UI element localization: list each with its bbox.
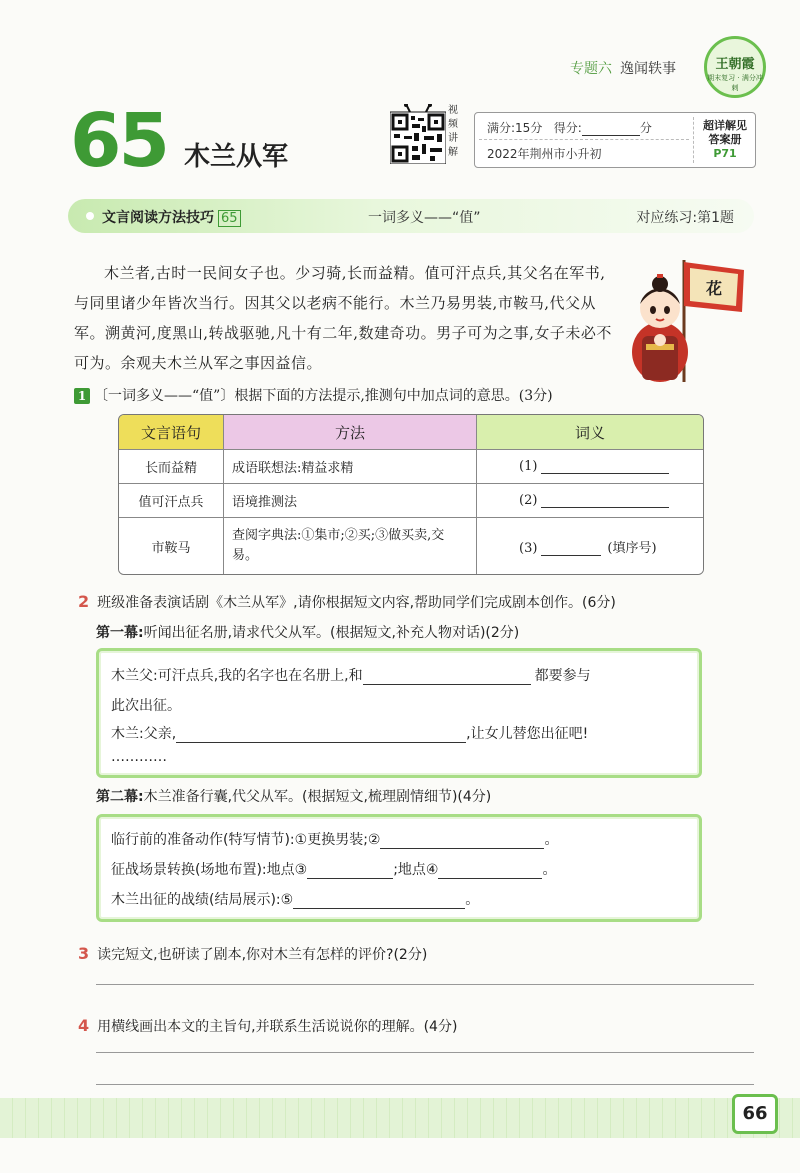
detail-line: 临行前的准备动作(特写情节):①更换男装;② 。 [111, 832, 559, 848]
question-2-number: 2 [78, 592, 90, 611]
answer-blank[interactable] [541, 459, 669, 474]
detail-line: 征战场景转换(场地布置):地点③ ;地点④ 。 [111, 862, 557, 878]
answer-blank[interactable] [293, 894, 465, 909]
topic-label: 专题六 [570, 61, 612, 77]
question-1-text: 〔一词多义——“值”〕根据下面的方法提示,推测句中加点词的意思。(3分) [94, 388, 553, 404]
meaning-cell: (1) [477, 450, 703, 484]
question-2-text: 班级准备表演话剧《木兰从军》,请你根据短文内容,帮助同学们完成剧本创作。(6分) [97, 595, 616, 611]
score-blank[interactable] [582, 123, 640, 136]
answer-line[interactable] [96, 1084, 754, 1085]
answer-line[interactable] [96, 1052, 754, 1053]
question-3 [78, 944, 427, 964]
svg-text:花: 花 [706, 279, 723, 298]
answer-blank[interactable] [380, 834, 544, 849]
lesson-number: 65 [70, 98, 167, 184]
sentence-cell: 长而益精 [119, 450, 224, 484]
answer-blank[interactable] [541, 493, 669, 508]
brand-logo [704, 36, 766, 98]
method-cell: 语境推测法 [224, 484, 477, 518]
table-header: 词义 [477, 415, 703, 450]
dialogue-line: 木兰:父亲, ,让女儿替您出征吧! [111, 726, 589, 742]
lesson-title: 木兰从军 [184, 142, 289, 172]
qr-code-icon[interactable] [390, 104, 446, 164]
question-2 [78, 592, 616, 612]
answer-blank[interactable] [541, 541, 601, 556]
bullet-icon [86, 212, 94, 220]
question-4-number: 4 [78, 1016, 90, 1035]
page-number: 66 [732, 1094, 778, 1134]
ellipsis: ………… [111, 749, 167, 765]
meaning-cell: (2) [477, 484, 703, 518]
dialogue-line: 木兰父:可汗点兵,我的名字也在名册上,和 都要参与 [111, 668, 591, 684]
video-label: 视频讲解 [448, 105, 458, 158]
table-header: 方法 [224, 415, 477, 450]
logo-subtext: 期末复习 · 满分冲刺 [707, 74, 763, 92]
score-box [474, 112, 756, 168]
full-score: 满分:15分 [487, 121, 543, 135]
method-cell: 成语联想法:精益求精 [224, 450, 477, 484]
answer-line[interactable] [96, 984, 754, 985]
vocab-table [118, 414, 704, 575]
question-1 [74, 385, 553, 405]
act-2-box [96, 814, 702, 922]
answer-blank[interactable] [307, 864, 393, 879]
sentence-cell: 值可汗点兵 [119, 484, 224, 518]
question-3-number: 3 [78, 944, 90, 963]
bottom-decoration [0, 1098, 800, 1138]
table-row [119, 450, 703, 484]
meaning-cell: (3) (填序号) [477, 518, 703, 574]
mulan-illustration [620, 256, 750, 384]
method-title: 文言阅读方法技巧 65 [102, 207, 241, 227]
answer-blank[interactable] [176, 728, 466, 743]
detail-line: 木兰出征的战绩(结局展示):⑤ 。 [111, 892, 480, 908]
answer-page: P71 [713, 147, 737, 160]
logo-text: 王朝霞 [715, 57, 755, 72]
question-4 [78, 1016, 457, 1036]
dialogue-line: 此次出征。 [111, 698, 181, 714]
sentence-cell: 市鞍马 [119, 518, 224, 574]
table-row [119, 484, 703, 518]
score-unit: 分 [639, 121, 652, 135]
act-1-heading: 第一幕:听闻出征名册,请求代父从军。(根据短文,补充人物对话)(2分) [96, 625, 520, 641]
practice-ref: 对应练习:第1题 [636, 210, 734, 226]
table-header: 文言语句 [119, 415, 224, 450]
question-4-text: 用横线画出本文的主旨句,并联系生活说说你的理解。(4分) [97, 1019, 458, 1035]
topic-header [570, 58, 676, 78]
method-banner [68, 199, 754, 233]
method-cell: 查阅字典法:①集市;②买;③做买卖,交易。 [224, 518, 477, 574]
method-number: 65 [218, 210, 241, 227]
method-topic: 一词多义——“值” [368, 210, 481, 226]
score-label: 得分: [553, 121, 582, 135]
score-row [487, 119, 652, 136]
answer-blank[interactable] [438, 864, 542, 879]
act-2-heading: 第二幕:木兰准备行囊,代父从军。(根据短文,梳理剧情细节)(4分) [96, 789, 492, 805]
source-text: 2022年荆州市小升初 [487, 147, 602, 161]
question-3-text: 读完短文,也研读了剧本,你对木兰有怎样的评价?(2分) [97, 947, 428, 963]
topic-name: 逸闻轶事 [620, 61, 676, 77]
answer-reference: 超详解见 答案册 P71 [697, 119, 753, 161]
act-1-box [96, 648, 702, 778]
question-1-number: 1 [74, 388, 90, 404]
answer-blank[interactable] [363, 670, 531, 685]
passage-text: 木兰者,古时一民间女子也。少习骑,长而益精。值可汗点兵,其父名在军书,与同里诸少年皆次当行。因其父以老病不能行。木兰乃易男装,市鞍马,代父从军。溯黄河,度黑山,转战驱驰,凡十有二年,数建奇功。男子可为之事,女子未必不可为。余观夫木兰从军之事因益信。 [74, 264, 612, 372]
table-row [119, 518, 703, 574]
